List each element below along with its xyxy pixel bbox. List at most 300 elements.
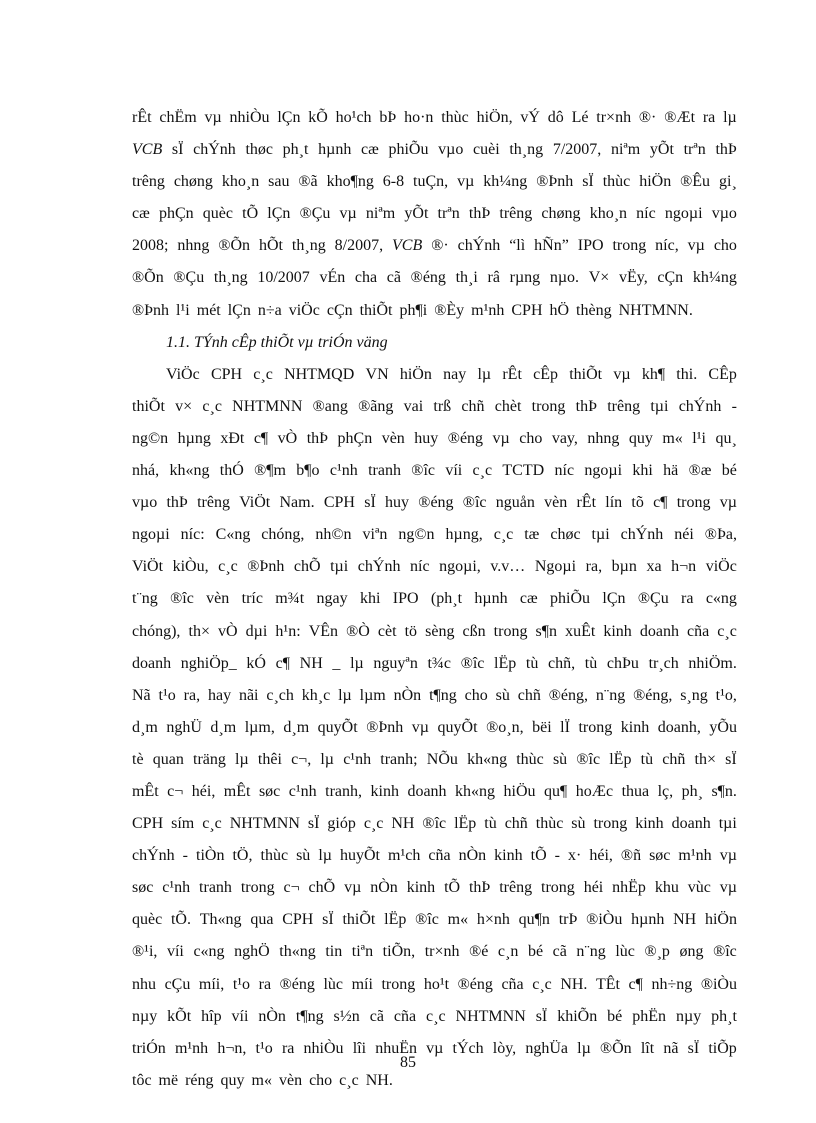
word: cæ (361, 141, 379, 159)
word: ®éng (447, 429, 484, 447)
word: cßn (462, 622, 486, 640)
word: h×nh (476, 911, 510, 929)
word: tiÕn, (382, 943, 416, 961)
word: c¸c (253, 365, 273, 383)
word: ra, (585, 558, 603, 576)
text-line (132, 616, 737, 648)
text-line (132, 391, 737, 423)
word: nÒn (458, 847, 487, 865)
word: vèn (544, 494, 568, 512)
word: cuèi (473, 141, 500, 159)
text-line (132, 487, 737, 519)
word: quan (152, 750, 184, 768)
word: VÊn (308, 622, 339, 640)
word: lÇn (602, 590, 626, 608)
word: lµ (338, 686, 352, 704)
word: 6-8 (382, 173, 405, 191)
word: huy (385, 494, 410, 512)
word: th× (694, 750, 716, 768)
word: sÏ (725, 750, 737, 768)
word: tuÇn, (413, 173, 449, 191)
word: NH. (560, 975, 588, 993)
word: tµi (591, 526, 610, 544)
word: lµ (318, 847, 332, 865)
word: NHTMNN (232, 397, 303, 415)
heading-text: 1.1. TÝnh cÊp thiÕt vµ triÓn väng (166, 333, 388, 351)
line-text: ®Þnh l¹i mét lÇn n÷a viÖc cÇn thiÕt ph¶i ®Èy m¹nh CPH hÖ thèng NHTMNN. (132, 301, 693, 319)
word: huy (414, 429, 439, 447)
word: IPO (577, 237, 604, 255)
word: ®Þnh (366, 718, 404, 736)
word: ViÖc (166, 365, 200, 383)
word: vµ (719, 494, 737, 512)
word: râ (487, 269, 500, 287)
word: thÞ (306, 429, 329, 447)
word: ®Þa, (704, 526, 737, 544)
word: t¹o (158, 686, 176, 704)
word: c«ng (705, 590, 737, 608)
word: thiÕt (569, 365, 603, 383)
word: m¹ch (388, 847, 421, 865)
word: c¸c (532, 975, 552, 993)
word: thÓ (219, 462, 244, 480)
word: cã (552, 943, 567, 961)
word: xÐt (220, 429, 245, 447)
word: cho (464, 686, 488, 704)
word: hÑn” (534, 237, 569, 255)
word: tö (404, 622, 418, 640)
word: v.v… (490, 558, 526, 576)
word: lç, (657, 782, 674, 800)
word: chøc (550, 526, 581, 544)
text-line (132, 680, 737, 712)
body-text (132, 102, 737, 1097)
word: kÕ (308, 109, 328, 126)
word: nguån (495, 494, 535, 512)
word: (ph¸t (430, 590, 463, 608)
word: ra (281, 1039, 295, 1057)
text-line (132, 198, 737, 230)
word: tr×nh (596, 109, 632, 126)
word: yÕt (404, 205, 429, 223)
word: chÞu (606, 654, 639, 672)
word: tÕ. (170, 911, 191, 929)
word: thùc (535, 815, 564, 833)
word: tµi (330, 558, 349, 576)
word: lÏ (560, 718, 570, 736)
word: hµnh (318, 141, 352, 159)
word: thÞ (166, 494, 188, 512)
word: ng©n (132, 429, 169, 447)
text-line (132, 840, 737, 872)
word: l¹i (692, 429, 706, 447)
word: lËp (384, 911, 407, 929)
word: rÊt (132, 109, 152, 126)
word: chñ, (548, 654, 576, 672)
word: vùc (687, 879, 711, 897)
word: kh«ng (169, 462, 210, 480)
word: vÒ (218, 622, 238, 640)
text-line (132, 1001, 737, 1033)
word: cã (369, 1007, 384, 1025)
word: sÏ (322, 911, 334, 929)
text-line (132, 936, 737, 968)
word: kh«ng (467, 750, 508, 768)
word: lµm (359, 686, 386, 704)
word: tù (525, 654, 539, 672)
word: héi, (589, 847, 613, 865)
word: Lé (571, 109, 589, 126)
word: vµ (719, 879, 737, 897)
word: t¹o (232, 975, 251, 993)
word: quèc (202, 205, 233, 223)
word: NHTMNN (455, 1007, 526, 1025)
word: trêng (197, 494, 230, 512)
word: trêng (607, 397, 641, 415)
word: c¹nh (288, 782, 317, 800)
word: hiÖu (503, 782, 536, 800)
word: vµ (613, 365, 631, 383)
word: ®¶m (254, 462, 286, 480)
word: tæ (524, 526, 540, 544)
text-line (132, 134, 737, 166)
word: vµ (492, 429, 510, 447)
word: chøng (541, 205, 581, 223)
word: chÕ (293, 558, 321, 576)
word: vµo (711, 205, 737, 223)
word: ngoµi (584, 462, 623, 480)
word: thùc (441, 109, 469, 126)
word: tÖ, (232, 847, 253, 865)
word: sÏ (307, 815, 320, 833)
word: ®Õn (218, 237, 251, 255)
word: ®Õn (599, 1039, 632, 1057)
word: chóng, (261, 526, 305, 544)
word: V× (588, 269, 610, 287)
word: tr×nh (424, 943, 460, 961)
word: t¨ng (132, 590, 158, 608)
word: NHTMNN (229, 815, 300, 833)
word: chñ (517, 686, 541, 704)
text-line (132, 744, 737, 776)
word: t¶ng (429, 686, 457, 704)
word: ViÖt (239, 494, 271, 512)
word: nÒn (258, 1007, 286, 1025)
text-line (132, 102, 737, 134)
word: sù (552, 750, 568, 768)
word: cã (386, 269, 401, 287)
word: trong (612, 237, 647, 255)
word: thøc (245, 141, 273, 159)
word: ®îc (713, 943, 737, 961)
word: rµng (509, 269, 541, 287)
word: bé (607, 1007, 623, 1025)
word: tù (640, 750, 654, 768)
word: qua (250, 911, 274, 929)
word: th¸ng (509, 141, 544, 159)
word: h¹n: (275, 622, 301, 640)
word: t¶ng (295, 1007, 324, 1025)
word: C«ng (215, 526, 251, 544)
word: phÇn (158, 205, 194, 223)
word: ®· (431, 237, 449, 255)
word: VCB (132, 141, 163, 159)
word: thÞ (468, 879, 491, 897)
word: bé (721, 462, 737, 480)
word: thùc (516, 750, 544, 768)
word: khi (632, 462, 653, 480)
line-text: tôc më réng quy m« vèn cho c¸c NH. (132, 1071, 393, 1089)
word: ®Õn (132, 269, 164, 287)
word: CPH (323, 494, 355, 512)
word: míi (351, 975, 373, 993)
word: víi (166, 943, 184, 961)
word: nhng (587, 429, 620, 447)
word: ®îc (170, 590, 194, 608)
word: trêng (132, 173, 165, 191)
word: cha (354, 269, 378, 287)
word: t¹o, (715, 686, 737, 704)
word: trong (541, 879, 575, 897)
word: träng (193, 750, 226, 768)
word: víi (231, 1007, 249, 1025)
word: hÕt (258, 237, 283, 255)
word: nãi (238, 686, 259, 704)
word: tríc (241, 590, 263, 608)
text-line (132, 712, 737, 744)
word: kinh (370, 782, 399, 800)
word: kÕt (167, 1007, 192, 1025)
word: trªn (437, 205, 460, 223)
word: hµng, (445, 526, 483, 544)
word: th¸ng (291, 237, 326, 255)
word: c¬, (291, 750, 312, 768)
text-line (132, 969, 737, 1001)
word: søc (258, 782, 281, 800)
word: triÓn (132, 1039, 166, 1057)
word: ®éng, (633, 686, 673, 704)
word: c¹nh (162, 879, 191, 897)
word: ng©n (398, 526, 435, 544)
word: tin (325, 943, 343, 961)
text-line (132, 872, 737, 904)
word: n¨ng (595, 686, 626, 704)
word: vai (403, 397, 424, 415)
word: 7/2007, (552, 141, 602, 159)
word: vµo (132, 494, 158, 512)
word: øng (679, 943, 704, 961)
word: hä (663, 462, 679, 480)
word: chÝnh (357, 558, 401, 576)
word: níc (554, 462, 575, 480)
word: vay, (551, 429, 578, 447)
word: th¸ng (213, 269, 248, 287)
word: CPH (132, 815, 164, 833)
word: nhu (132, 975, 156, 993)
word: doanh, (657, 718, 701, 736)
word: nay (443, 365, 467, 383)
word: ®é (469, 943, 489, 961)
word: ®iÒu (700, 975, 737, 993)
word: héi, (191, 782, 216, 800)
word: 10/2007 (257, 269, 310, 287)
word: c¸c (202, 815, 222, 833)
word: kho¸n (589, 205, 628, 223)
word: ®Çu (637, 590, 669, 608)
word: lÇn (267, 205, 291, 223)
word: NÕu (426, 750, 458, 768)
word: cÇn (657, 269, 684, 287)
word: ®Þnh (247, 558, 285, 576)
word: lòy, (492, 1039, 517, 1057)
word: trong (493, 622, 528, 640)
text-line (132, 455, 737, 487)
word: quyÕt (317, 718, 358, 736)
word: chÕ (308, 879, 336, 897)
word: sèng (425, 622, 455, 640)
word: ®îc (415, 911, 439, 929)
word: níc (410, 558, 430, 576)
word: chèt (494, 397, 522, 415)
word: c¸c (202, 397, 222, 415)
text-line (132, 648, 737, 680)
word: trÞ (558, 911, 578, 929)
word: CÊp (708, 365, 737, 383)
word: Nam. (279, 494, 315, 512)
word: trong (381, 975, 416, 993)
word: cèt (377, 622, 397, 640)
word: thÞ (468, 205, 491, 223)
word: tiÕp (708, 1039, 737, 1057)
word: CPH (210, 365, 243, 383)
word: nhng (177, 237, 210, 255)
word: lµ (477, 365, 492, 383)
word: cho (519, 429, 543, 447)
word: yÕu (709, 718, 737, 736)
word: kinh (603, 622, 632, 640)
word: cña (428, 847, 451, 865)
word: quy (628, 429, 653, 447)
word: vÒ (277, 429, 298, 447)
word: kh¶ (641, 365, 666, 383)
word: c¸c (493, 526, 514, 544)
word: hay (207, 686, 232, 704)
word: ®¸p (644, 943, 670, 961)
word: doanh (671, 815, 711, 833)
text-line (132, 359, 737, 391)
word: tè (132, 750, 144, 768)
word: tÕ (444, 879, 461, 897)
word: tiªn (351, 943, 374, 961)
word: th¸i (455, 269, 478, 287)
word: TÊt (595, 975, 620, 993)
word: ®Çu (173, 269, 205, 287)
word: ®éng (410, 269, 446, 287)
word: chÝnh (132, 847, 175, 865)
word: lùc (615, 943, 635, 961)
word: kh«ng (455, 782, 496, 800)
word: lµ (350, 654, 364, 672)
word: th× (188, 622, 210, 640)
word: tranh (368, 462, 401, 480)
word: sÏ (535, 1007, 548, 1025)
word: quyÕt (437, 718, 478, 736)
word: vµ (719, 847, 737, 865)
word: VN (365, 365, 389, 383)
word: ®ñ (620, 847, 642, 865)
word: tÝch (452, 1039, 484, 1057)
word: tµi (718, 815, 737, 833)
word: cæ (519, 590, 538, 608)
word: sù (495, 686, 510, 704)
word: chÝnh (193, 141, 236, 159)
word: bÞ (379, 109, 397, 126)
word: ®Æt (664, 109, 696, 126)
word: lùc (323, 975, 343, 993)
word: s½n (333, 1007, 360, 1025)
word: vµ (457, 173, 475, 191)
word: vèn (206, 590, 230, 608)
word: qu¸ (715, 429, 737, 447)
text-line (132, 295, 737, 327)
word: phËn (632, 1007, 667, 1025)
word: trong (240, 879, 275, 897)
word: ho·n (404, 109, 434, 126)
word: doanh (639, 622, 679, 640)
word: sÏ (687, 1039, 700, 1057)
word: ®éng (457, 975, 493, 993)
word: c¶ (628, 975, 643, 993)
word: gi¸ (719, 173, 737, 191)
word: kh¼ng (483, 173, 528, 191)
word: ®iÒu (586, 911, 623, 929)
word: kho¸n (221, 173, 260, 191)
word: c«ng (193, 943, 225, 961)
text-line (132, 519, 737, 551)
word: hiÖn (704, 911, 737, 929)
word: Ngoµi (534, 558, 577, 576)
word: niªm (365, 205, 396, 223)
word: trong (578, 718, 613, 736)
word: tiÒn (196, 847, 225, 865)
word: ®ãng (358, 397, 394, 415)
word: “lì (509, 237, 526, 255)
word: viªn (362, 526, 388, 544)
word: níc: (180, 526, 205, 544)
word: nµo. (549, 269, 580, 287)
word: ra (702, 109, 716, 126)
word: nã (663, 1039, 679, 1057)
word: lËp (494, 654, 517, 672)
word: ho¹ch (335, 109, 372, 126)
word: trong (676, 494, 711, 512)
word: ngoµi (664, 205, 703, 223)
word: c¶ (275, 654, 290, 672)
word: c¬ (167, 782, 184, 800)
word: ®ã (298, 173, 318, 191)
word: sù (571, 815, 586, 833)
text-line (132, 230, 737, 262)
word: ngay (316, 590, 348, 608)
word: vµ (426, 1039, 444, 1057)
word: m¾t (275, 590, 305, 608)
section-heading (132, 327, 737, 359)
word: tù (584, 654, 598, 672)
word: míi, (198, 975, 225, 993)
word: NH (299, 654, 323, 672)
word: víi (445, 462, 463, 480)
word: nÒn (393, 686, 422, 704)
